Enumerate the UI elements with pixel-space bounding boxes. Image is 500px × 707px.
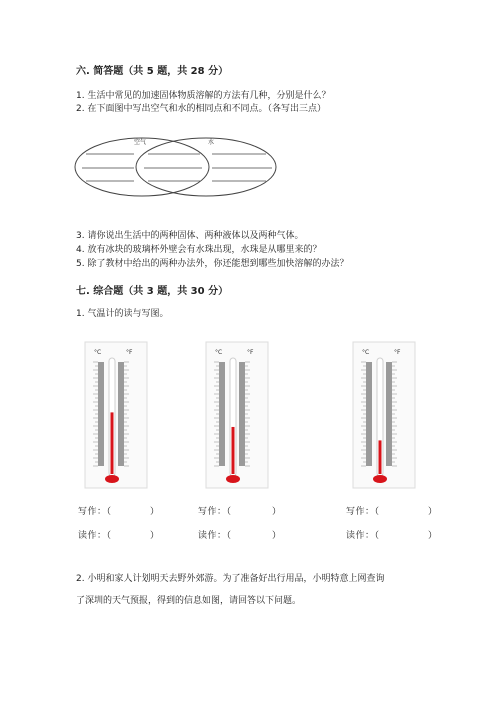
write-close-paren: ） xyxy=(150,507,160,517)
fahrenheit-label: °F xyxy=(247,349,254,356)
section6-heading: 六. 简答题（共 5 题，共 28 分） xyxy=(76,66,229,77)
thermometer-graphic xyxy=(205,340,269,490)
venn-left-ellipse xyxy=(75,138,209,196)
celsius-label: °C xyxy=(362,349,370,356)
fahrenheit-scale xyxy=(386,362,392,466)
mercury-bulb xyxy=(373,475,387,483)
section7-heading: 七. 综合题（共 3 题，共 30 分） xyxy=(76,286,229,297)
celsius-label: °C xyxy=(215,349,223,356)
write-label: 写作：（ xyxy=(198,507,232,517)
venn-label-water: 水 xyxy=(208,139,215,146)
fahrenheit-scale xyxy=(239,362,245,466)
thermometer-graphic xyxy=(84,340,148,490)
celsius-scale xyxy=(98,362,104,466)
celsius-scale xyxy=(366,362,372,466)
read-label: 读作：（ xyxy=(346,531,380,541)
question-7-2-line1: 2. 小明和家人计划明天去野外郊游。为了准备好出行用品，小明特意上网查询 xyxy=(76,574,385,584)
question-6-4: 4. 放有冰块的玻璃杯外壁会有水珠出现，水珠是从哪里来的？ xyxy=(76,245,322,255)
venn-label-air: 空气 xyxy=(134,139,147,146)
read-close-paren: ） xyxy=(272,531,282,541)
fahrenheit-label: °F xyxy=(394,349,401,356)
write-close-paren: ） xyxy=(272,507,282,517)
write-close-paren: ） xyxy=(428,507,438,517)
question-6-5: 5. 除了教材中给出的两种办法外，你还能想到哪些加快溶解的办法？ xyxy=(76,259,349,269)
question-6-2: 2. 在下面图中写出空气和水的相同点和不同点。（各写出三点） xyxy=(76,104,326,114)
thermometer-graphic xyxy=(352,340,416,490)
mercury-column xyxy=(379,440,382,474)
write-label: 写作：（ xyxy=(78,507,112,517)
read-label: 读作：（ xyxy=(198,531,232,541)
venn-diagram xyxy=(72,130,284,200)
fahrenheit-scale xyxy=(118,362,124,466)
celsius-label: °C xyxy=(94,349,102,356)
read-close-paren: ） xyxy=(428,531,438,541)
celsius-scale xyxy=(219,362,225,466)
venn-right-ellipse xyxy=(136,138,276,196)
read-close-paren: ） xyxy=(150,531,160,541)
thermometer-3 xyxy=(352,340,416,494)
write-label: 写作：（ xyxy=(346,507,380,517)
mercury-bulb xyxy=(226,475,240,483)
read-label: 读作：（ xyxy=(78,531,112,541)
question-7-2-line2: 了深圳的天气预报，得到的信息如图，请回答以下问题。 xyxy=(76,596,302,606)
thermometer-2 xyxy=(205,340,269,494)
mercury-column xyxy=(232,427,235,474)
fahrenheit-label: °F xyxy=(126,349,133,356)
question-6-1: 1. 生活中常见的加速固体物质溶解的方法有几种，分别是什么？ xyxy=(76,91,331,101)
question-6-3: 3. 请你说出生活中的两种固体、两种液体以及两种气体。 xyxy=(76,231,304,241)
mercury-column xyxy=(111,412,114,474)
thermometer-1 xyxy=(84,340,148,494)
question-7-1: 1. 气温计的读与写图。 xyxy=(76,309,169,319)
mercury-bulb xyxy=(105,475,119,483)
